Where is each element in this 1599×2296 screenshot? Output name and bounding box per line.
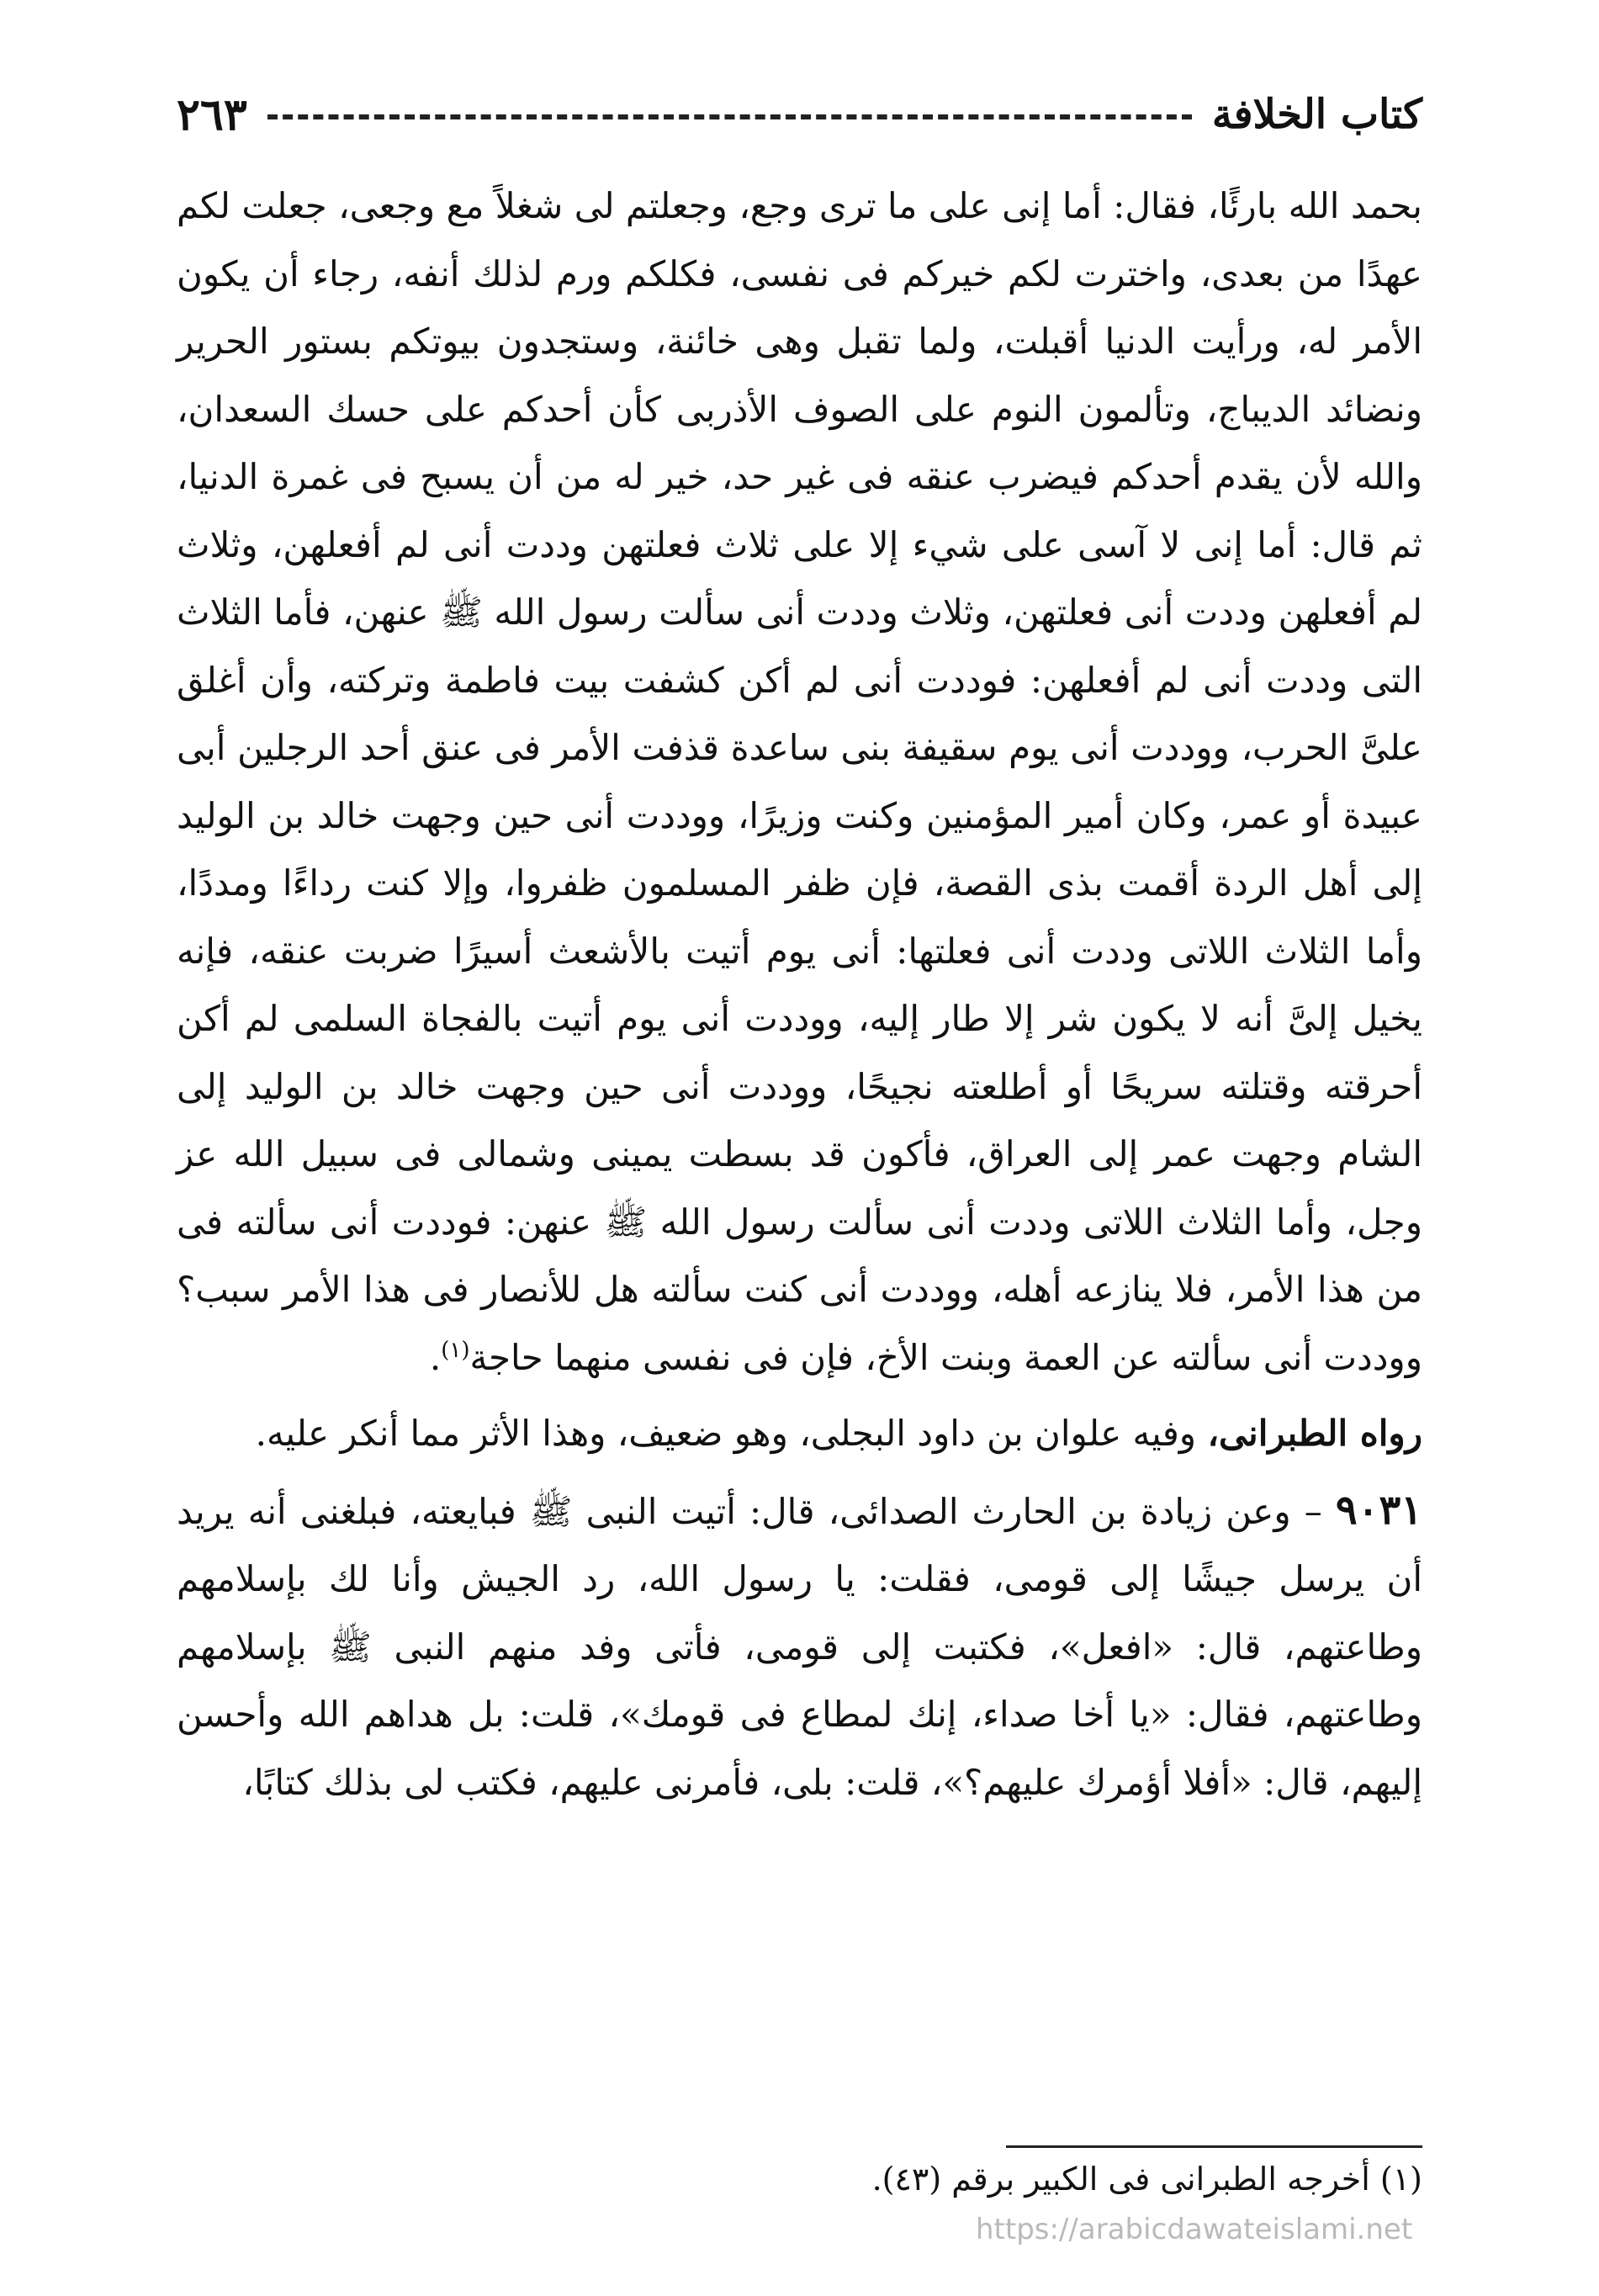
footnote-separator <box>1006 2145 1422 2148</box>
page-header <box>177 81 1422 148</box>
chapter-title: كتاب الخلافة <box>1211 91 1422 138</box>
paragraph-3 <box>177 1477 1422 1817</box>
paragraph-1-text: بحمد الله بارئًا، فقال: أما إنى على ما ترى وجع، وجعلتم لى شغلاً مع وجعى، جعلت لكم عهدًا من بعدى، واخترت لكم خيركم فى نفسى، فكلكم ورم لذلك أنفه، رجاء أن يكون الأمر له، ورأيت الدنيا أقبلت، ولما تقبل وهى خائنة، وستجدون بيوتكم بستور الحرير ونضائد الديباج، وتألمون النوم على الصوف الأذربى كأن أحدكم على حسك السعدان، والله لأن يقدم أحدكم فيضرب عنقه فى غير حد، خير له من أن يسبح فى غمرة الدنيا، ثم قال: أما إنى لا آسى على شيء إلا على ثلاث فعلتهن وددت أنى لم أفعلهن، وثلاث لم أفعلهن وددت أنى فعلتهن، وثلاث وددت أنى سألت رسول الله ﷺ عنهن، فأما الثلاث التى وددت أنى لم أفعلهن: فوددت أنى لم أكن كشفت بيت فاطمة وتركته، وأن أغلق علىَّ الحرب، ووددت أنى يوم سقيفة بنى ساعدة قذفت الأمر فى عنق أحد الرجلين أبى عبيدة أو عمر، وكان أمير المؤمنين وكنت وزيرًا، ووددت أنى حين وجهت خالد بن الوليد إلى أهل الردة أقمت بذى القصة، فإن ظفر المسلمون ظفروا، وإلا كنت رداءًا ومددًا، وأما الثلاث اللاتى وددت أنى فعلتها: أنى يوم أتيت بالأشعث أسيرًا ضربت عنقه، فإنه يخيل إلىَّ أنه لا يكون شر إلا طار إليه، ووددت أنى يوم أتيت بالفجاة السلمى لم أكن أحرقته وقتلته سريحًا أو أطلعته نجيحًا، ووددت أنى حين وجهت خالد بن الوليد إلى الشام وجهت عمر إلى العراق، فأكون قد بسطت يمينى وشمالى فى سبيل الله عز وجل، وأما الثلاث اللاتى وددت أنى سألت رسول الله ﷺ عنهن: فوددت أنى سألته فى من هذا الأمر، فلا ينازعه أهله، ووددت أنى كنت سألته هل للأنصار فى هذا الأمر سبب؟ ووددت أنى سألته عن العمة وبنت الأخ، فإن فى نفسى منهما حاجة <box>177 185 1422 1378</box>
paragraph-3-text: – وعن زيادة بن الحارث الصدائى، قال: أتيت النبى ﷺ فبايعته، فبلغنى أنه يريد أن يرسل جيشًا إلى قومى، فقلت: يا رسول الله، رد الجيش وأنا لك بإسلامهم وطاعتهم، قال: «افعل»، فكتبت إلى قومى، فأتى وفد منهم النبى ﷺ بإسلامهم وطاعتهم، فقال: «يا أخا صداء، إنك لمطاع فى قومك»، قلت: بل هداهم الله وأحسن إليهم، قال: «أفلا أؤمرك عليهم؟»، قلت: بلى، فأمرنى عليهم، فكتب لى بذلك كتابًا، <box>177 1490 1423 1803</box>
header-divider <box>267 114 1192 119</box>
page-number: ٢٦٣ <box>177 88 247 141</box>
hadith-number: ٩٠٣١ <box>1335 1486 1422 1534</box>
paragraph-1-end: . <box>429 1336 442 1378</box>
footnote: (١) أخرجه الطبرانى فى الكبير برقم (٤٣). <box>871 2161 1422 2198</box>
paragraph-1 <box>177 172 1422 1392</box>
footnote-reference: (١) <box>441 1337 470 1363</box>
watermark-url: https://arabicdawateislami.net <box>976 2213 1413 2246</box>
source-attribution: رواه الطبرانى، <box>1207 1413 1422 1454</box>
main-text <box>177 172 1422 1816</box>
paragraph-2-text: وفيه علوان بن داود البجلى، وهو ضعيف، وهذا الأثر مما أنكر عليه. <box>255 1413 1208 1454</box>
paragraph-2 <box>177 1400 1422 1468</box>
